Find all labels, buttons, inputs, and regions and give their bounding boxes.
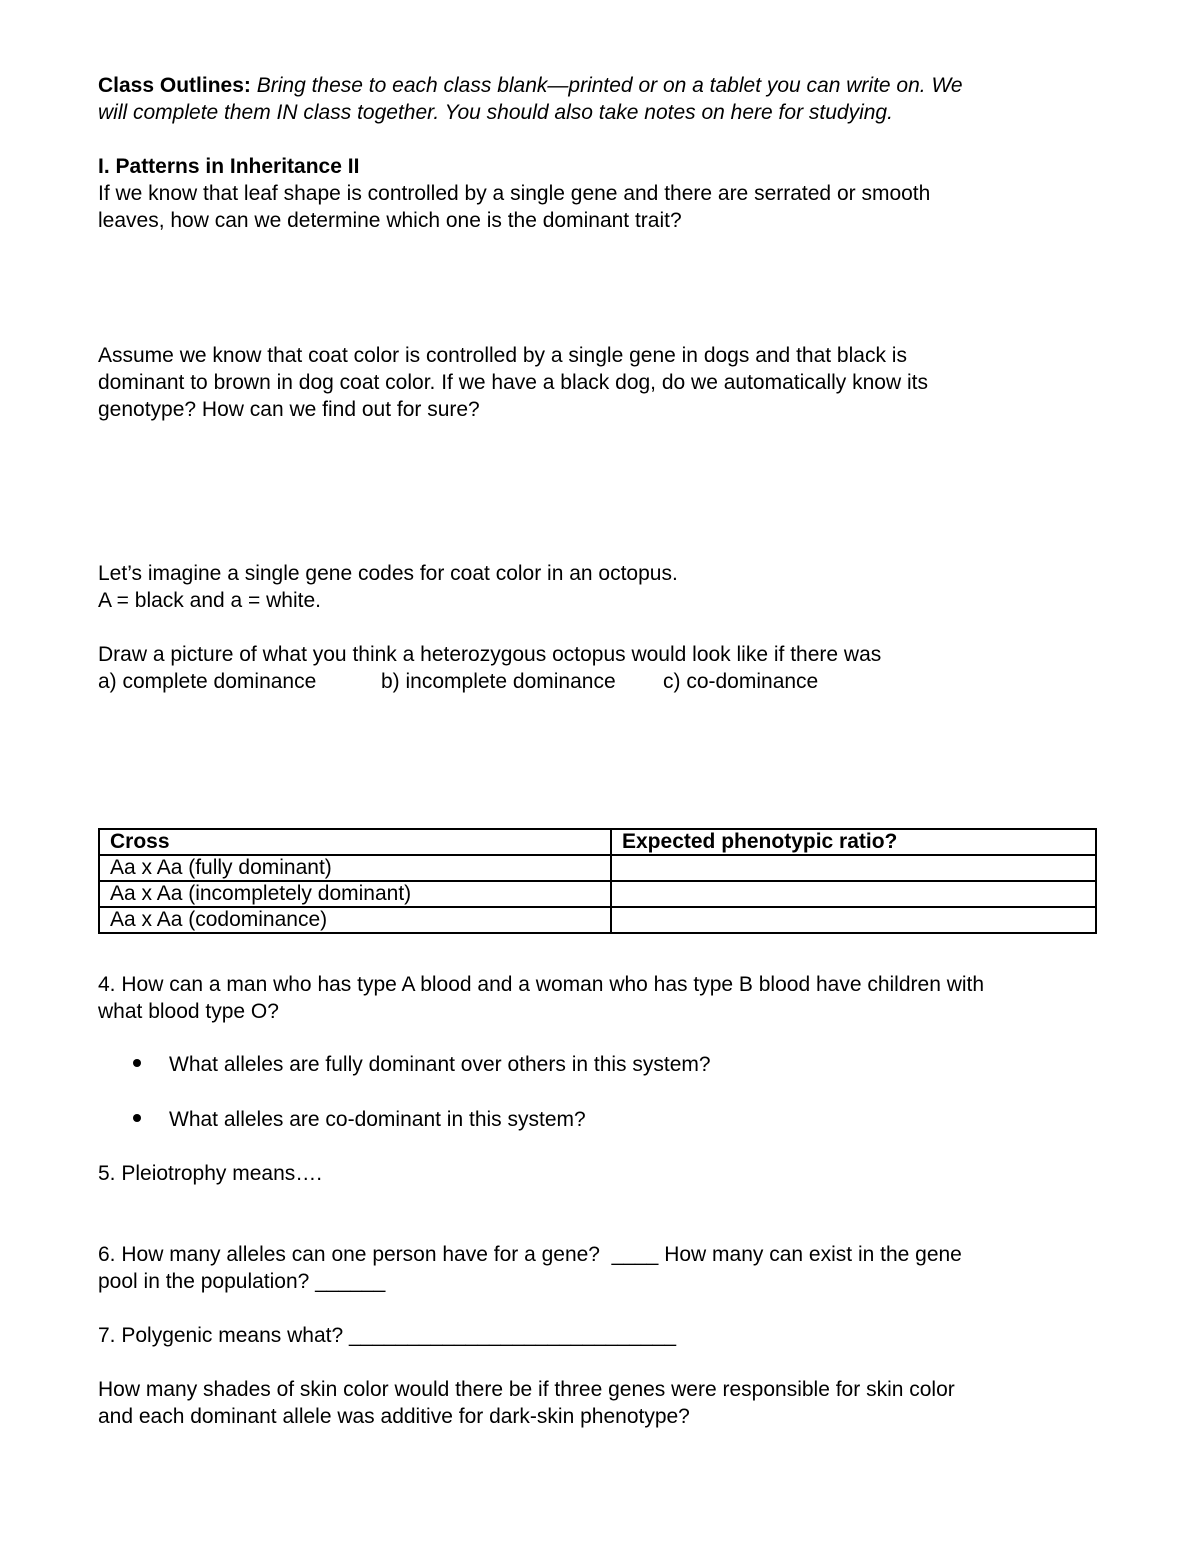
question-4-line-2: what blood type O?: [98, 1000, 279, 1023]
bullet-item-co-dominant: What alleles are co-dominant in this system?: [169, 1108, 586, 1131]
option-c: c) co-dominance: [663, 670, 819, 693]
dog-question-line-1: Assume we know that coat color is controlled by a single gene in dogs and that black is: [98, 344, 907, 367]
octopus-draw-prompt: [98, 641, 1098, 668]
question-6: [98, 1241, 1098, 1295]
skin-question-line-1: How many shades of skin color would there be if three genes were responsible for skin color: [98, 1378, 955, 1401]
leaf-question-line-2: leaves, how can we determine which one is the dominant trait?: [98, 209, 682, 232]
bullet-icon: [133, 1114, 141, 1122]
table-row: [99, 907, 1096, 933]
draw-prompt: Draw a picture of what you think a heterozygous octopus would look like if there was: [98, 643, 882, 666]
class-outlines-intro: [98, 72, 1098, 126]
dog-question-line-3: genotype? How can we find out for sure?: [98, 398, 480, 421]
question-5: 5. Pleiotrophy means….: [98, 1162, 323, 1185]
ratio-cell[interactable]: [611, 881, 1096, 907]
ratio-cell[interactable]: [611, 907, 1096, 933]
octopus-line-1: Let’s imagine a single gene codes for coat color in an octopus.: [98, 562, 678, 585]
table-row: [99, 881, 1096, 907]
cross-cell: Aa x Aa (incompletely dominant): [99, 881, 611, 907]
question-4: [98, 971, 1098, 1025]
option-a: a) complete dominance: [98, 670, 317, 693]
question-4-line-1: 4. How can a man who has type A blood and a woman who has type B blood have children with: [98, 973, 985, 996]
table-row: [99, 855, 1096, 881]
skin-question-line-2: and each dominant allele was additive for dark-skin phenotype?: [98, 1405, 690, 1428]
question-7: 7. Polygenic means what? ____________________________: [98, 1324, 676, 1347]
column-header-cross: Cross: [99, 829, 611, 855]
dog-question: [98, 342, 1098, 423]
bullet-icon: [133, 1059, 141, 1067]
section-title: I. Patterns in Inheritance II: [98, 155, 360, 178]
dog-question-line-2: dominant to brown in dog coat color. If we have a black dog, do we automatically know its: [98, 371, 928, 394]
column-header-ratio: Expected phenotypic ratio?: [611, 829, 1096, 855]
instructions-line-2: will complete them IN class together. You should also take notes on here for studying.: [98, 101, 893, 124]
octopus-intro: [98, 560, 1098, 614]
leaf-question: [98, 180, 1098, 234]
cross-table: [98, 828, 1097, 934]
bullet-item-fully-dominant: What alleles are fully dominant over others in this system?: [169, 1053, 711, 1076]
instructions-line-1: Bring these to each class blank—printed or on a tablet you can write on. We: [256, 74, 963, 97]
octopus-line-2: A = black and a = white.: [98, 589, 321, 612]
skin-color-question: [98, 1376, 1098, 1430]
question-6-line-2: pool in the population? ______: [98, 1270, 386, 1293]
class-outlines-label: Class Outlines:: [98, 74, 251, 97]
table-header-row: [99, 829, 1096, 855]
leaf-question-line-1: If we know that leaf shape is controlled by a single gene and there are serrated or smooth: [98, 182, 931, 205]
cross-cell: Aa x Aa (codominance): [99, 907, 611, 933]
option-b: b) incomplete dominance: [381, 670, 616, 693]
question-6-line-1: 6. How many alleles can one person have for a gene? ____ How many can exist in the gene: [98, 1243, 962, 1266]
ratio-cell[interactable]: [611, 855, 1096, 881]
cross-cell: Aa x Aa (fully dominant): [99, 855, 611, 881]
